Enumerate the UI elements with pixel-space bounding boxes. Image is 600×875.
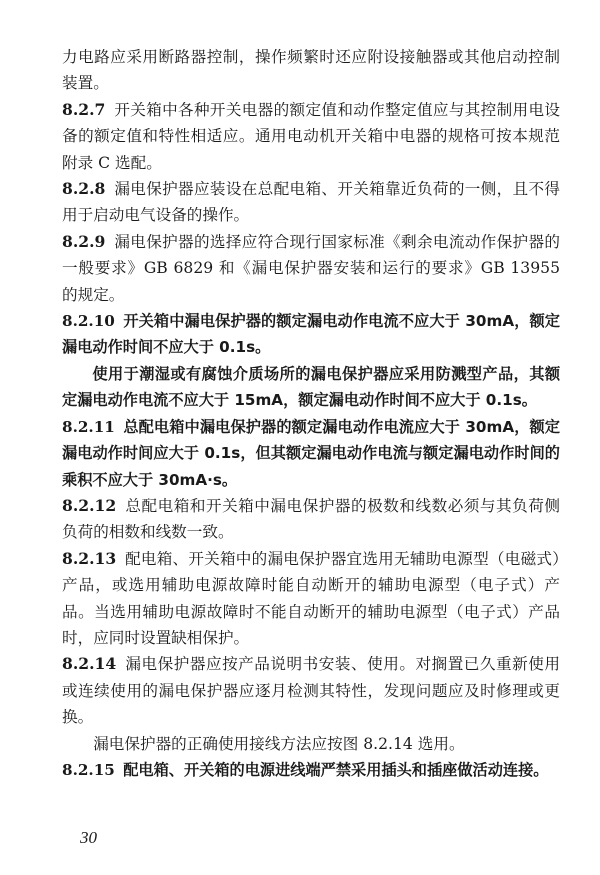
clause-8-2-10 — [62, 308, 560, 361]
clause-number: 8.2.14 — [62, 654, 117, 674]
clause-text: 漏电保护器应按产品说明书安装、使用。对搁置已久重新使用或连续使用的漏电保护器应逐月检测其特性，发现问题应及时修理或更换。 — [62, 655, 560, 727]
clause-text: 漏电保护器的选择应符合现行国家标准《剩余电流动作保护器的一般要求》GB 6829 和《漏电保护器安装和运行的要求》GB 13955 的规定。 — [62, 232, 560, 304]
clause-8-2-12 — [62, 493, 560, 546]
clause-text: 配电箱、开关箱的电源进线端严禁采用插头和插座做活动连接。 — [123, 760, 549, 779]
clause-number: 8.2.8 — [62, 179, 106, 199]
clause-number: 8.2.11 — [62, 417, 115, 436]
clause-number: 8.2.9 — [62, 231, 106, 251]
clause-number: 8.2.7 — [62, 99, 106, 119]
document-body — [62, 44, 560, 783]
page-number: 30 — [80, 828, 97, 847]
clause-8-2-14-continued — [62, 731, 560, 757]
clause-8-2-10-continued — [62, 361, 560, 414]
clause-text: 使用于潮湿或有腐蚀介质场所的漏电保护器应采用防溅型产品，其额定漏电动作电流不应大于 15mA，额定漏电动作时间不应大于 0.1s。 — [62, 364, 560, 410]
clause-8-2-9 — [62, 229, 560, 308]
clause-text: 配电箱、开关箱中的漏电保护器宜选用无辅助电源型（电磁式）产品，或选用辅助电源故障时能自动断开的辅助电源型（电子式）产品。当选用辅助电源故障时不能自动断开的辅助电源型（电子式）产品时，应同时设置缺相保护。 — [62, 549, 560, 647]
clause-8-2-7 — [62, 97, 560, 176]
clause-number: 8.2.12 — [62, 495, 117, 515]
clause-number: 8.2.13 — [62, 548, 117, 568]
clause-8-2-15 — [62, 757, 560, 783]
clause-text: 漏电保护器的正确使用接线方法应按图 8.2.14 选用。 — [93, 734, 465, 753]
paragraph-continuation: 力电路应采用断路器控制，操作频繁时还应附设接触器或其他启动控制装置。 — [62, 48, 560, 93]
clause-text: 漏电保护器应装设在总配电箱、开关箱靠近负荷的一侧，且不得用于启动电气设备的操作。 — [62, 180, 560, 225]
clause-8-2-8 — [62, 176, 560, 229]
clause-8-2-13 — [62, 546, 560, 652]
clause-number: 8.2.10 — [62, 312, 115, 331]
clause-text: 开关箱中各种开关电器的额定值和动作整定值应与其控制用电设备的额定值和特性相适应。通用电动机开关箱中电器的规格可按本规范附录 C 选配。 — [62, 100, 560, 172]
clause-text: 开关箱中漏电保护器的额定漏电动作电流不应大于 30mA，额定漏电动作时间不应大于 0.1s。 — [62, 312, 560, 357]
clause-8-2-11 — [62, 414, 560, 493]
clause-text: 总配电箱中漏电保护器的额定漏电动作电流应大于 30mA，额定漏电动作时间应大于 0.1s，但其额定漏电动作电流与额定漏电动作时间的乘积不应大于 30mA·s。 — [62, 417, 560, 489]
clause-8-2-14 — [62, 651, 560, 730]
clause-text: 总配电箱和开关箱中漏电保护器的极数和线数必须与其负荷侧负荷的相数和线数一致。 — [62, 496, 560, 542]
clause-number: 8.2.15 — [62, 760, 115, 779]
